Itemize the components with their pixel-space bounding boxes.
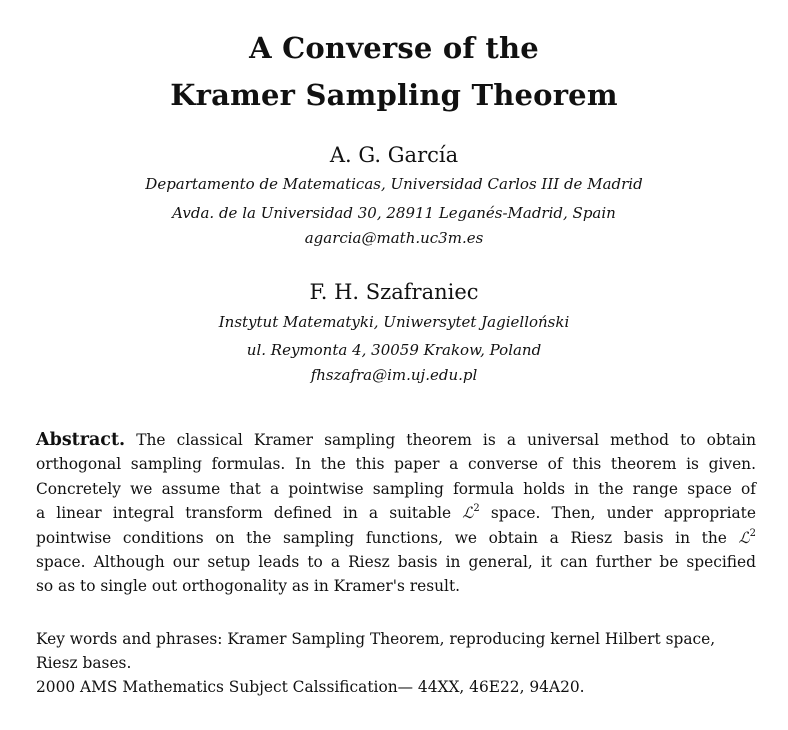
keywords-line-2: Riesz bases. bbox=[36, 654, 132, 672]
keywords-line-1: Key words and phrases: Kramer Sampling Theorem, reproducing kernel Hilbert space, bbox=[36, 630, 716, 648]
author-2-affiliation-line-2: ul. Reymonta 4, 30059 Krakow, Poland bbox=[246, 341, 542, 359]
author-1-affiliation-line-2: Avda. de la Universidad 30, 28911 Leganés-Madrid, Spain bbox=[172, 204, 616, 222]
abstract-line-4 bbox=[36, 501, 756, 525]
abstract-line-1 bbox=[36, 428, 756, 452]
msc-classification: 2000 AMS Mathematics Subject Calssification— 44XX, 46E22, 94A20. bbox=[36, 678, 585, 696]
abstract-line-2: orthogonal sampling formulas. In the this paper a converse of this theorem is given. bbox=[36, 455, 756, 474]
abstract-line-3: Concretely we assume that a pointwise sampling formula holds in the range space of bbox=[36, 479, 756, 498]
abstract-line-6: space. Although our setup leads to a Riesz basis in general, it can further be specified bbox=[36, 553, 756, 572]
abstract-line-7: so as to single out orthogonality as in Kramer's result. bbox=[36, 577, 461, 596]
abstract-label: Abstract. bbox=[36, 430, 126, 450]
abstract-line-5-pre: pointwise conditions on the sampling functions, we obtain a Riesz basis in the bbox=[36, 528, 727, 547]
abstract-line-4-pre: a linear integral transform defined in a suitable bbox=[36, 504, 452, 523]
l2-exponent-2: 2 bbox=[749, 527, 756, 539]
author-1-affiliation-line-1: Departamento de Matematicas, Universidad Carlos III de Madrid bbox=[145, 175, 643, 193]
abstract-line-4-post: space. Then, under appropriate bbox=[490, 504, 756, 523]
abstract-line-1-text: The classical Kramer sampling theorem is a universal method to obtain bbox=[136, 431, 756, 449]
paper-title-line-2: Kramer Sampling Theorem bbox=[170, 78, 618, 112]
author-1-email: agarcia@math.uc3m.es bbox=[304, 229, 484, 247]
keywords-block bbox=[36, 627, 776, 699]
abstract bbox=[36, 428, 756, 599]
author-name-1: A. G. García bbox=[329, 143, 459, 167]
author-2-affiliation-line-1: Instytut Matematyki, Uniwersytet Jagielloński bbox=[218, 313, 570, 331]
l2-symbol: ℒ bbox=[462, 504, 474, 523]
author-name-2: F. H. Szafraniec bbox=[309, 280, 479, 304]
paper-title-line-1: A Converse of the bbox=[249, 31, 539, 65]
l2-symbol-2: ℒ bbox=[738, 528, 750, 547]
l2-exponent: 2 bbox=[473, 503, 480, 515]
author-2-email: fhszafra@im.uj.edu.pl bbox=[310, 366, 478, 384]
abstract-line-5 bbox=[36, 526, 756, 550]
